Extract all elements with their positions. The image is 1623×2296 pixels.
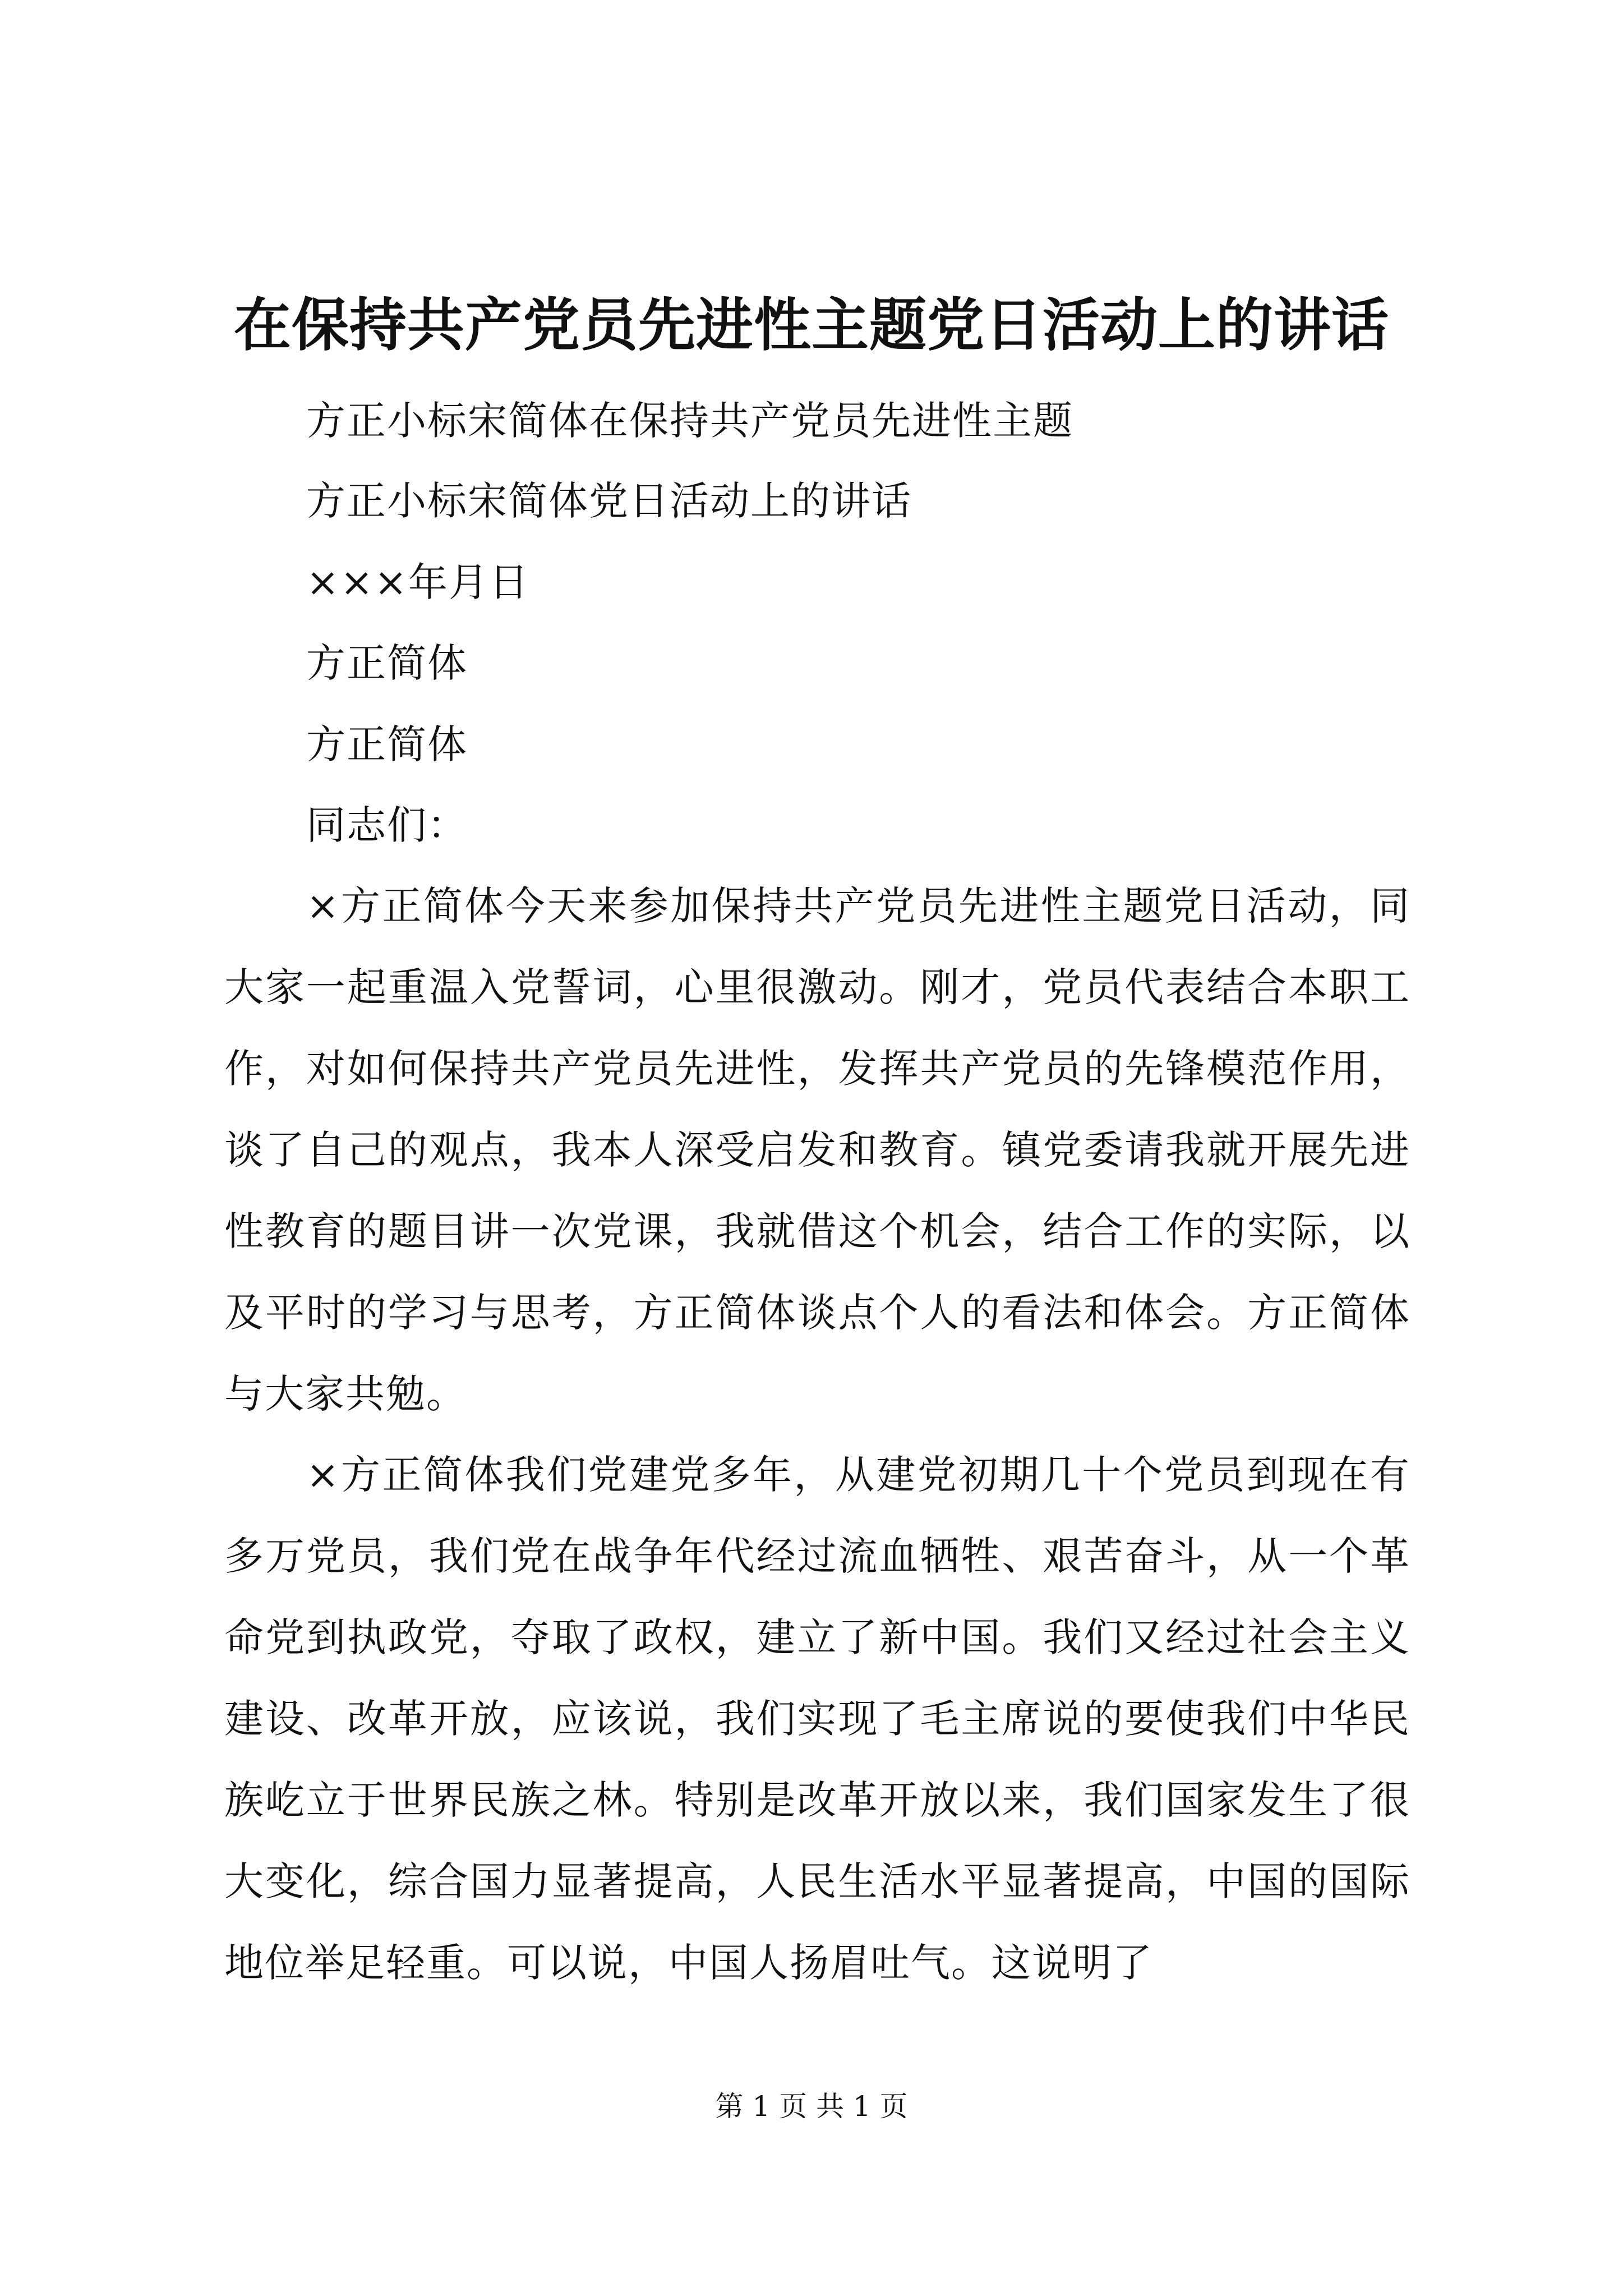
subtitle-line-1: 方正小标宋简体在保持共产党员先进性主题 [306, 398, 1073, 444]
salutation: 同志们： [306, 802, 468, 848]
page-footer: 第 1 页 共 1 页 [715, 2090, 908, 2123]
date-line: ×××年月日 [306, 559, 529, 605]
body-paragraph-2: ×方正简体我们党建党多年，从建党初期几十个党员到现在有多万党员，我们党在战争年代经过流血牺牲、艰苦奋斗，从一个革命党到执政党，夺取了政权，建立了新中国。我们又经过社会主义建设、改革开放，应该说，我们实现了毛主席说的要使我们中华民族屹立于世界民族之林。特别是改革开放以来，我们国家发生了很大变化，综合国力显著提高，人民生活水平显著提高，中国的国际地位举足轻重。可以说，中国人扬眉吐气。这说明了 [224, 1452, 1410, 1986]
document-title: 在保持共产党员先进性主题党日活动上的讲话 [234, 292, 1389, 359]
font-label-line-1: 方正简体 [306, 640, 468, 686]
body-paragraph-1: ×方正简体今天来参加保持共产党员先进性主题党日活动，同大家一起重温入党誓词，心里很激动。刚才，党员代表结合本职工作，对如何保持共产党员先进性，发挥共产党员的先锋模范作用，谈了自己的观点，我本人深受启发和教育。镇党委请我就开展先进性教育的题目讲一次党课，我就借这个机会，结合工作的实际，以及平时的学习与思考，方正简体谈点个人的看法和体会。方正简体与大家共勉。 [224, 883, 1410, 1417]
font-label-line-2: 方正简体 [306, 721, 468, 767]
subtitle-line-2: 方正小标宋简体党日活动上的讲话 [306, 478, 912, 524]
